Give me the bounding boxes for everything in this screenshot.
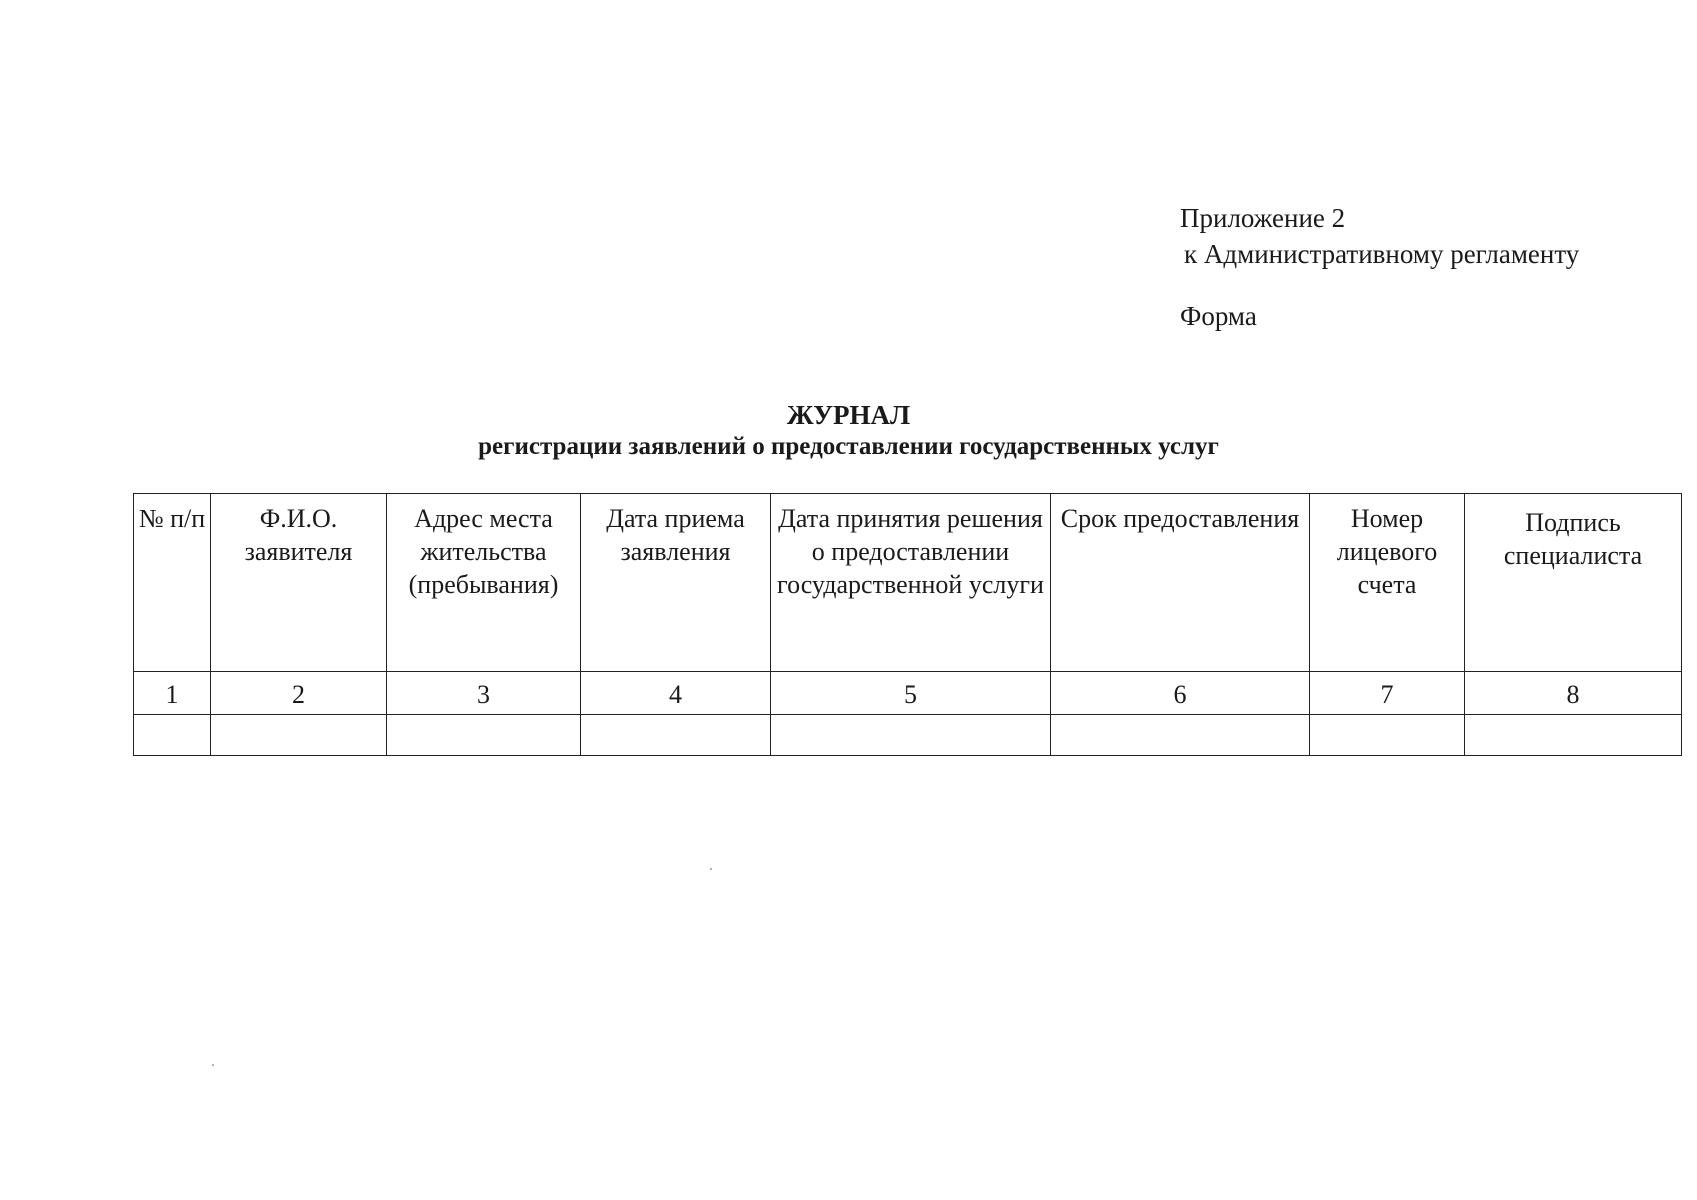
scan-speck — [212, 1064, 214, 1066]
empty-cell — [771, 715, 1051, 756]
column-header: № п/п — [134, 494, 211, 672]
column-header: Ф.И.О. заявителя — [211, 494, 387, 672]
empty-cell — [134, 715, 211, 756]
empty-cell — [581, 715, 771, 756]
annex-reference: к Административному регламенту — [1184, 239, 1580, 269]
column-number: 1 — [134, 672, 211, 715]
journal-title: ЖУРНАЛ — [786, 400, 911, 430]
column-number: 8 — [1465, 672, 1682, 715]
scan-speck — [710, 868, 712, 870]
column-number: 4 — [581, 672, 771, 715]
column-header: Срок предоставления — [1051, 494, 1310, 672]
journal-subtitle: регистрации заявлений о предоставлении государственных услуг — [478, 433, 1219, 460]
column-number: 7 — [1310, 672, 1465, 715]
journal-table — [133, 493, 1682, 756]
document-title — [0, 398, 1697, 464]
column-header: Адрес места жительства (пребывания) — [387, 494, 581, 672]
empty-cell — [1051, 715, 1310, 756]
column-number: 2 — [211, 672, 387, 715]
column-header: Подпись специалиста — [1465, 494, 1682, 672]
column-number: 5 — [771, 672, 1051, 715]
column-number: 3 — [387, 672, 581, 715]
column-number-row — [134, 672, 1682, 715]
annex-block — [1180, 200, 1579, 334]
column-header: Номер лицевого счета — [1310, 494, 1465, 672]
column-number: 6 — [1051, 672, 1310, 715]
form-label: Форма — [1180, 301, 1257, 331]
empty-cell — [211, 715, 387, 756]
column-header: Дата приема заявления — [581, 494, 771, 672]
empty-cell — [387, 715, 581, 756]
table-row — [134, 715, 1682, 756]
empty-cell — [1310, 715, 1465, 756]
annex-number: Приложение 2 — [1180, 203, 1346, 233]
column-header: Дата принятия решения о предоставлении государственной услуги — [771, 494, 1051, 672]
empty-cell — [1465, 715, 1682, 756]
table-header-row — [134, 494, 1682, 672]
